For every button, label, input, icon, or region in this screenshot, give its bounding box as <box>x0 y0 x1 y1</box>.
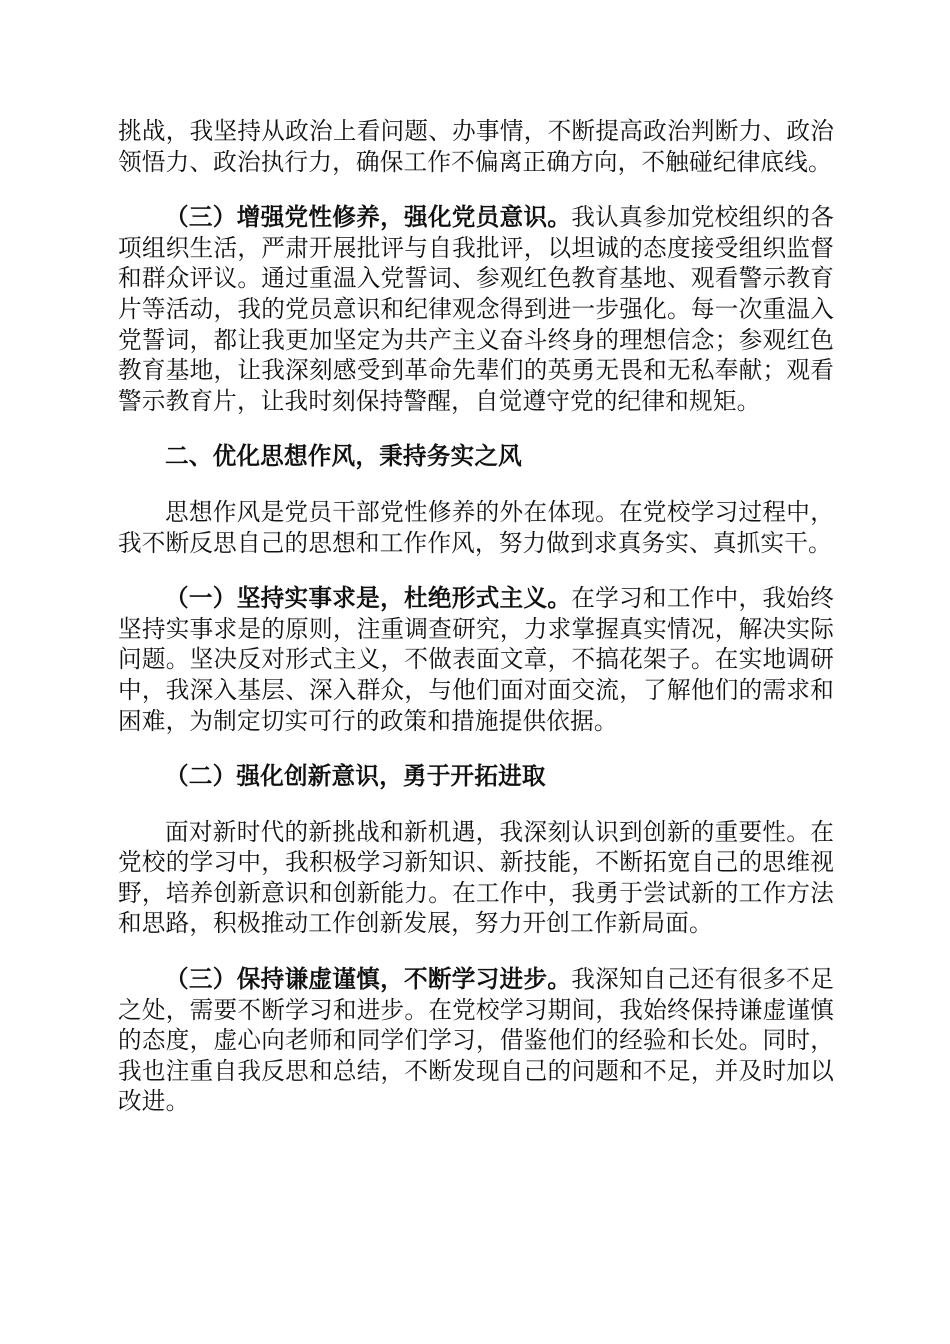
subheading-seek-truth: （一）坚持实事求是，杜绝形式主义。 <box>165 584 572 613</box>
paragraph-text: 我深知自己还有很多不足之处，需要不断学习和进步。在党校学习期间，我始终保持谦虚谨慎的态度，虚心向老师和同学们学习，借鉴他们的经验和长处。同时，我也注重自我反思和总结，不断发现自己的问题和不足，并及时加以改进。 <box>118 965 834 1116</box>
subheading-modesty: （三）保持谦虚谨慎，不断学习进步。 <box>165 965 572 994</box>
subheading-innovation: （二）强化创新意识，勇于开拓进取 <box>165 762 546 791</box>
paragraph-text: 我认真参加党校组织的各项组织生活，严肃开展批评与自我批评，以坦诚的态度接受组织监督和群众评议。通过重温入党誓词、参观红色教育基地、观看警示教育片等活动，我的党员意识和纪律观念得到进一步强化。每一次重温入党誓词，都让我更加坚定为共产主义奋斗终身的理想信念；参观红色教育基地，让我深刻感受到革命先辈们的英勇无畏和无私奉献；观看警示教育片，让我时刻保持警醒，自觉遵守党的纪律和规矩。 <box>118 203 834 415</box>
subheading-strengthen-party-spirit: （三）增强党性修养，强化党员意识。 <box>165 203 572 232</box>
paragraph-gap <box>118 177 834 202</box>
document-page <box>118 116 834 1117</box>
paragraph-gap <box>118 736 834 761</box>
paragraph-innovation <box>118 817 834 939</box>
paragraph-text: 面对新时代的新挑战和新机遇，我深刻认识到创新的重要性。在党校的学习中，我积极学习新知识、新技能，不断拓宽自己的思维视野，培养创新意识和创新能力。在工作中，我勇于尝试新的工作方法和思路，积极推动工作创新发展，努力开创工作新局面。 <box>118 817 834 938</box>
section-heading-work-style: 二、优化思想作风，秉持务实之风 <box>165 442 522 471</box>
paragraph-text: 在学习和工作中，我始终坚持实事求是的原则，注重调查研究，力求掌握真实情况，解决实际问题。坚决反对形式主义，不做表面文章，不搞花架子。在实地调研中，我深入基层、深入群众，与他们面对面交流，了解他们的需求和困难，为制定切实可行的政策和措施提供依据。 <box>118 584 834 735</box>
paragraph-gap <box>118 939 834 964</box>
paragraph-gap <box>118 792 834 817</box>
paragraph-continuation <box>118 116 834 177</box>
paragraph-gap <box>118 558 834 583</box>
paragraph-text: 挑战，我坚持从政治上看问题、办事情，不断提高政治判断力、政治领悟力、政治执行力，确保工作不偏离正确方向，不触碰纪律底线。 <box>118 117 834 176</box>
paragraph-gap <box>118 416 834 441</box>
paragraph-work-style-intro <box>118 497 834 558</box>
paragraph-text: 思想作风是党员干部党性修养的外在体现。在党校学习过程中，我不断反思自己的思想和工作作风，努力做到求真务实、真抓实干。 <box>118 497 834 557</box>
paragraph-gap <box>118 472 834 497</box>
paragraph-modesty <box>118 964 834 1117</box>
paragraph-party-spirit <box>118 202 834 416</box>
paragraph-seek-truth <box>118 583 834 736</box>
